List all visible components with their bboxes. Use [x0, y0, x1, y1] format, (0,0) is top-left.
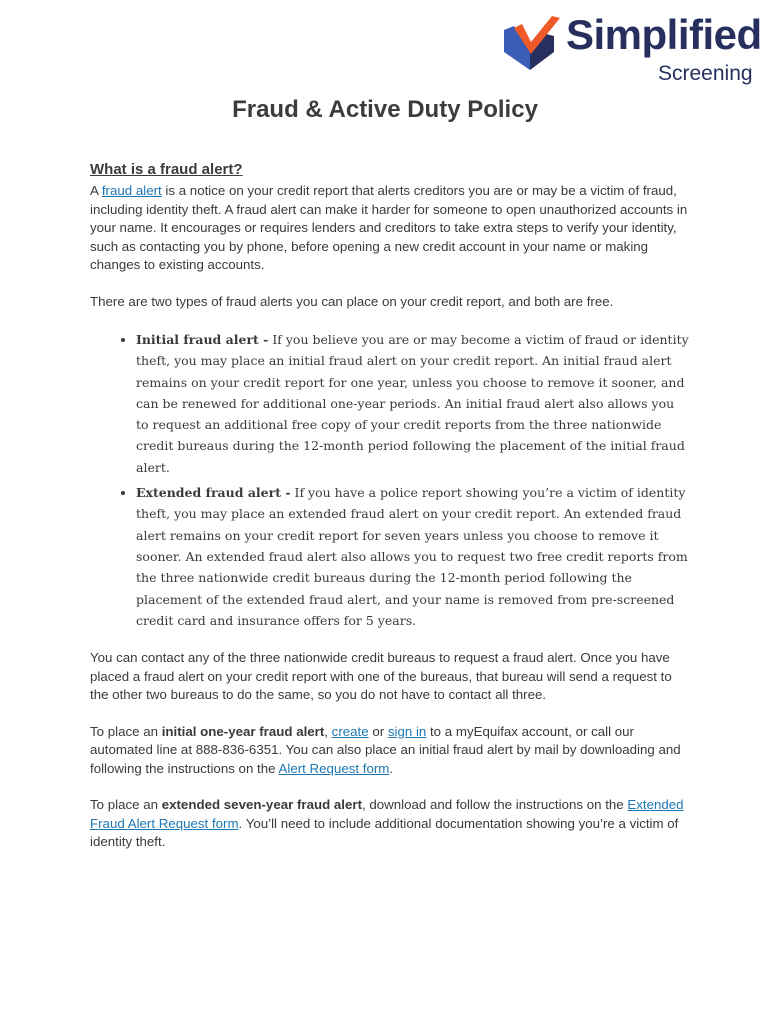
- document-body: [90, 160, 690, 870]
- fraud-alert-link[interactable]: fraud alert: [101, 183, 162, 198]
- p4-text-5: .: [389, 760, 394, 776]
- intro-text-start: A: [90, 183, 102, 198]
- section-heading: What is a fraud alert?: [90, 161, 243, 178]
- intro-paragraph: [90, 182, 690, 275]
- contact-bureaus-paragraph: You can contact any of the three nationwide credit bureaus to request a fraud alert. Once you have placed a fraud alert on your credit report with one of the bureaus, that bureau will send a request to the other two bureaus to do the same, so you do not have to contact all three.: [90, 650, 672, 703]
- logo-name: Simplified: [566, 11, 762, 58]
- simplified-screening-logo: [500, 8, 760, 90]
- p4-text-2: ,: [324, 723, 332, 739]
- initial-alert-instructions: [90, 723, 690, 779]
- fraud-alert-types-list: [90, 329, 690, 631]
- create-account-link[interactable]: create: [331, 723, 369, 739]
- list-item-extended-alert: [136, 482, 690, 631]
- extended-alert-instructions: [90, 796, 690, 852]
- initial-alert-label: Initial fraud alert -: [136, 332, 269, 347]
- checkmark-shield-icon: [500, 12, 562, 74]
- extended-alert-form-link[interactable]: Extended Fraud Alert Request form: [90, 797, 684, 831]
- p4-bold: initial one-year fraud alert: [161, 723, 325, 739]
- p4-text-4: to a myEquifax account, or call our automated line at 888-836-6351. You can also place an initial fraud alert by mail by downloading and following the instructions on the: [90, 723, 681, 776]
- sign-in-link[interactable]: sign in: [387, 723, 427, 739]
- p5-text-3: . You’ll need to include additional documentation showing you’re a victim of identity theft.: [90, 815, 679, 850]
- intro-text-rest: is a notice on your credit report that alerts creditors you are or may be a victim of fraud, including identity theft. A fraud alert can make it harder for someone to open unauthorized accounts in your name. It encourages or requires lenders and creditors to take extra steps to verify your identity, such as contacting you by phone, before opening a new credit account in your name or making changes to existing accounts.: [90, 183, 688, 272]
- page-title: Fraud & Active Duty Policy: [232, 96, 538, 123]
- p4-text-1: To place an: [90, 723, 162, 739]
- alert-request-form-link[interactable]: Alert Request form: [278, 760, 390, 776]
- p4-text-3: or: [368, 723, 388, 739]
- extended-alert-text: If you have a police report showing you’re a victim of identity theft, you may place an extended fraud alert on your credit report. An extended fraud alert remains on your credit report for seven years unless you choose to remove it sooner. An extended fraud alert also allows you to request two free credit reports from the three nationwide credit bureaus during the 12-month period following the placement of the extended fraud alert, and your name is removed from pre-screened credit card and insurance offers for 5 years.: [136, 485, 688, 628]
- types-paragraph: There are two types of fraud alerts you can place on your credit report, and both are free.: [90, 293, 614, 309]
- p5-text-1: To place an: [90, 797, 162, 813]
- p5-text-2: , download and follow the instructions on the: [362, 797, 628, 813]
- initial-alert-text: If you believe you are or may become a victim of fraud or identity theft, you may place an initial fraud alert on your credit report. An initial fraud alert remains on your credit report for one year, unless you choose to remove it sooner, and can be renewed for additional one-year periods. An initial fraud alert also allows you to request an additional free copy of your credit reports from the three nationwide credit bureaus during the 12-month period following the placement of the initial fraud alert.: [136, 332, 689, 475]
- list-item-initial-alert: [136, 329, 690, 478]
- logo-subtitle: Screening: [658, 62, 753, 85]
- extended-alert-label: Extended fraud alert -: [136, 485, 291, 501]
- p5-bold: extended seven-year fraud alert: [161, 797, 362, 813]
